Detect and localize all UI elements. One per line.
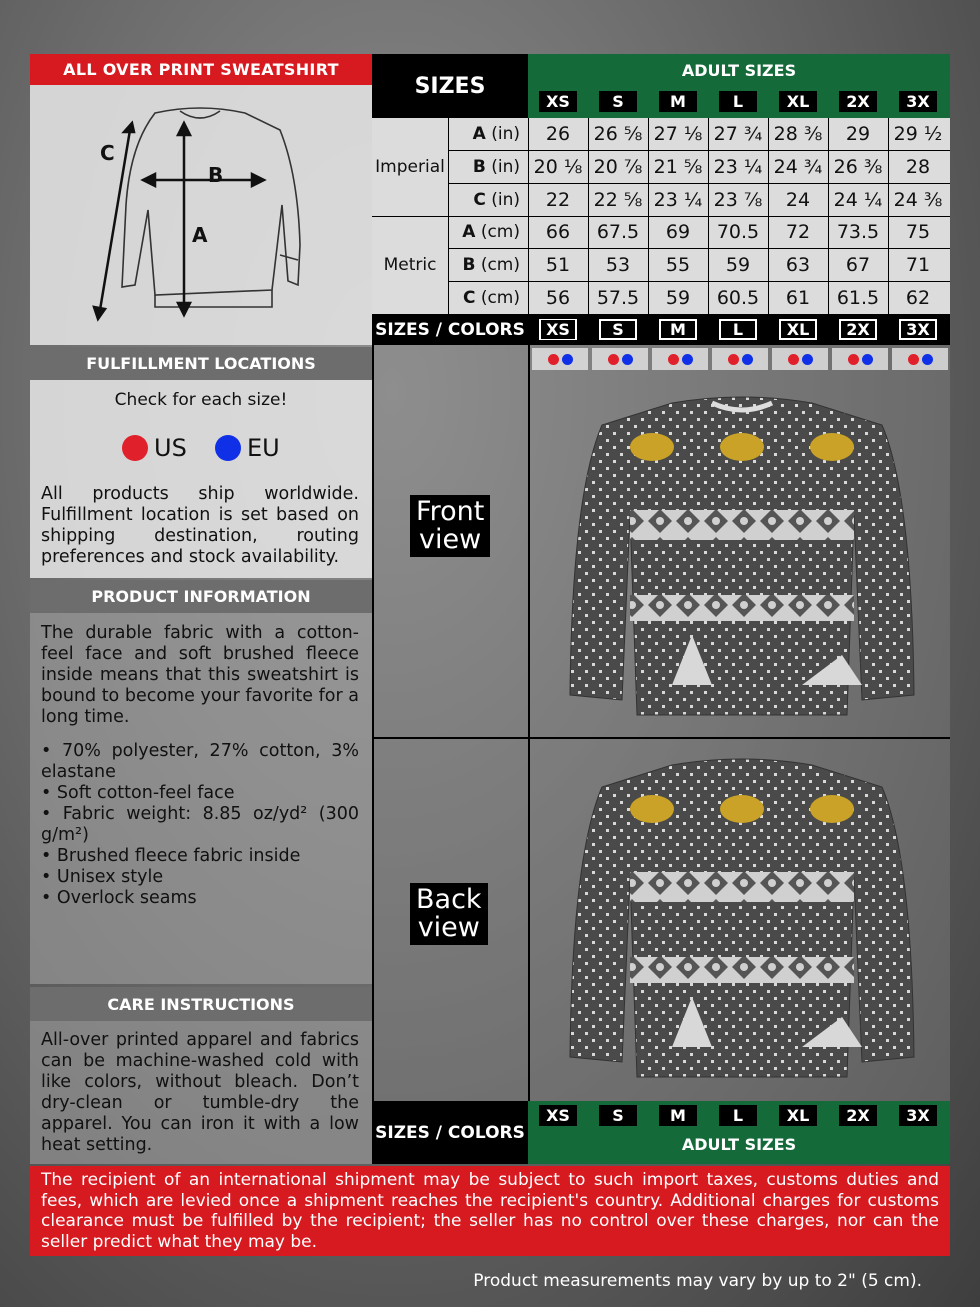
size-chip-s: S [599,319,637,340]
availability-dot-pair [832,348,888,370]
size-chip-xl: XL [779,1105,817,1126]
shipping-note: The recipient of an international shipment may be subject to such import taxes, customs duties and fees, which are levied once a shipment reaches the recipient's country. Additional charges for customs clearance must be fulfilled by the recipient; the seller has no control over these charges, nor can the seller predict what they may be. [41,1170,939,1252]
us-dot-icon [668,354,679,365]
availability-dot-pair [712,348,768,370]
size-value-cell: 24 ¾ [773,155,823,178]
size-value-cell: 60.5 [716,286,760,309]
back-sweatshirt-image [562,757,922,1082]
size-value-cell: 53 [605,253,631,276]
sizes-colors-row [372,314,950,345]
size-value-cell: 56 [545,286,571,309]
size-value-cell: 29 [845,123,871,145]
fulfillment-panel [30,380,372,578]
bullet-item: • Brushed fleece fabric inside [41,846,301,866]
eu-dot-icon [742,354,753,365]
size-chip-2x: 2X [839,91,877,112]
product-info-title: PRODUCT INFORMATION [30,580,372,613]
size-value-cell: 27 ⅛ [653,123,703,145]
views-area [372,345,950,1101]
size-value-cell: 70.5 [716,221,760,243]
bullet-item: • Unisex style [41,867,164,887]
size-chip-2x: 2X [839,1105,877,1126]
size-value-cell: 59 [725,253,751,276]
availability-dot-pair [652,348,708,370]
size-value-cell: 67 [845,253,871,276]
size-chip-xs: XS [539,1105,577,1126]
size-chip-3x: 3X [899,319,937,340]
size-value-cell: 67.5 [596,221,640,243]
size-chip-m: M [659,319,697,340]
sweatshirt-outline-icon [30,85,372,345]
sizes-header: SIZES [372,54,528,118]
size-chip-l: L [719,91,757,112]
us-dot-icon [848,354,859,365]
bullet-item: • 70% polyester, 27% cotton, 3% elastane [41,741,359,782]
size-value-cell: 61 [785,286,811,309]
size-value-cell: 62 [905,286,931,309]
adult-sizes-footer [528,1101,950,1164]
front-sweatshirt-image [562,395,922,720]
availability-dot-pair [892,348,948,370]
size-chip-s: S [599,1105,637,1126]
row-label-metric-c: C (cm) [462,287,520,308]
sizes-colors-label: SIZES / COLORS [375,319,525,340]
size-value-cell: 24 ¼ [833,188,883,211]
size-chip-3x: 3X [899,1105,937,1126]
size-chip-s: S [599,91,637,112]
fulfillment-check: Check for each size! [114,390,288,410]
front-view-label: Front view [410,495,490,557]
size-chip-xs: XS [539,91,577,112]
size-value-cell: 59 [665,286,691,309]
size-chip-m: M [659,1105,697,1126]
row-label-imperial-b: B (in) [472,156,520,177]
bullet-item: • Soft cotton-feel face [41,783,235,803]
eu-label: EU [247,434,280,462]
footer-note: Product measurements may vary by up to 2" (5 cm). [473,1271,922,1291]
size-value-cell: 26 ⅝ [593,123,643,145]
care-panel [30,1021,372,1164]
eu-legend [215,434,280,462]
sweatshirt-diagram [30,85,372,345]
us-dot-icon [908,354,919,365]
size-value-cell: 21 ⅝ [653,155,703,178]
row-label-imperial-c: C (in) [473,189,520,210]
back-view-label: Back view [410,883,488,945]
size-chip-xs: XS [539,319,577,340]
eu-dot-icon [215,435,241,461]
size-value-cell: 27 ¾ [713,123,763,145]
size-value-cell: 23 ⅞ [713,188,763,211]
size-value-cell: 26 [545,123,571,145]
eu-dot-icon [922,354,933,365]
size-chip-xl: XL [779,91,817,112]
product-title: ALL OVER PRINT SWEATSHIRT [30,54,372,85]
adult-sizes-label: ADULT SIZES [681,1135,797,1154]
us-legend [122,434,187,462]
eu-dot-icon [562,354,573,365]
size-value-cell: 24 [785,188,811,211]
size-value-cell: 20 ⅛ [533,155,583,178]
adult-sizes-header [528,54,950,118]
size-value-cell: 20 ⅞ [593,155,643,178]
shipping-note-box [30,1166,950,1256]
size-chip-3x: 3X [899,91,937,112]
product-info-bullets [41,741,359,909]
sizes-colors-bottom-label: SIZES / COLORS [372,1101,528,1164]
us-label: US [154,434,187,462]
size-value-cell: 69 [665,221,691,243]
adult-sizes-label: ADULT SIZES [681,61,797,80]
size-chip-m: M [659,91,697,112]
diagram-label-b: B [208,163,224,187]
size-value-cell: 75 [905,221,931,243]
size-chip-2x: 2X [839,319,877,340]
size-value-cell: 22 [545,188,571,211]
metric-label: Metric [383,255,437,275]
us-dot-icon [548,354,559,365]
size-value-cell: 23 ¼ [653,188,703,211]
size-value-cell: 72 [785,221,811,243]
row-label-metric-a: A (cm) [462,222,520,242]
size-value-cell: 63 [785,253,811,276]
us-dot-icon [608,354,619,365]
product-info-text: The durable fabric with a cotton-feel face and soft brushed fleece inside means that this sweatshirt is bound to become your favorite for a long time. [41,623,359,727]
diagram-label-c: C [100,141,115,165]
size-table [372,118,950,314]
size-value-cell: 73.5 [836,221,880,243]
bullet-item: • Overlock seams [41,888,197,908]
imperial-label: Imperial [375,157,445,177]
us-dot-icon [728,354,739,365]
product-info-panel [30,613,372,984]
size-value-cell: 57.5 [596,286,640,309]
size-chip-l: L [719,1105,757,1126]
fulfillment-text: All products ship worldwide. Fulfillment location is set based on shipping destination, routing preferences and stock availability. [41,484,359,567]
size-value-cell: 24 ⅜ [893,188,943,211]
diagram-label-a: A [192,223,208,247]
size-value-cell: 71 [905,253,931,276]
us-dot-icon [788,354,799,365]
us-dot-icon [122,435,148,461]
fulfillment-title: FULFILLMENT LOCATIONS [30,347,372,380]
size-value-cell: 22 ⅝ [593,188,643,211]
size-chip-l: L [719,319,757,340]
size-value-cell: 28 [905,155,931,178]
eu-dot-icon [862,354,873,365]
size-value-cell: 28 ⅜ [773,123,823,145]
size-value-cell: 55 [665,253,691,276]
row-label-imperial-a: A (in) [472,124,520,144]
eu-dot-icon [802,354,813,365]
size-value-cell: 23 ¼ [713,155,763,178]
bullet-item: • Fabric weight: 8.85 oz/yd² (300 g/m²) [41,804,359,845]
availability-dot-pair [772,348,828,370]
size-value-cell: 51 [545,253,571,276]
size-value-cell: 66 [545,221,571,243]
care-title: CARE INSTRUCTIONS [30,987,372,1021]
eu-dot-icon [682,354,693,365]
care-text: All-over printed apparel and fabrics can be machine-washed cold with like colors, without bleach. Don’t dry-clean or tumble-dry the apparel. You can iron it with a low heat setting. [41,1030,359,1155]
eu-dot-icon [622,354,633,365]
availability-dot-pair [532,348,588,370]
size-value-cell: 61.5 [836,286,880,309]
size-value-cell: 26 ⅜ [833,155,883,178]
size-value-cell: 29 ½ [893,123,943,145]
availability-dot-pair [592,348,648,370]
row-label-metric-b: B (cm) [462,254,520,275]
size-chip-xl: XL [779,319,817,340]
